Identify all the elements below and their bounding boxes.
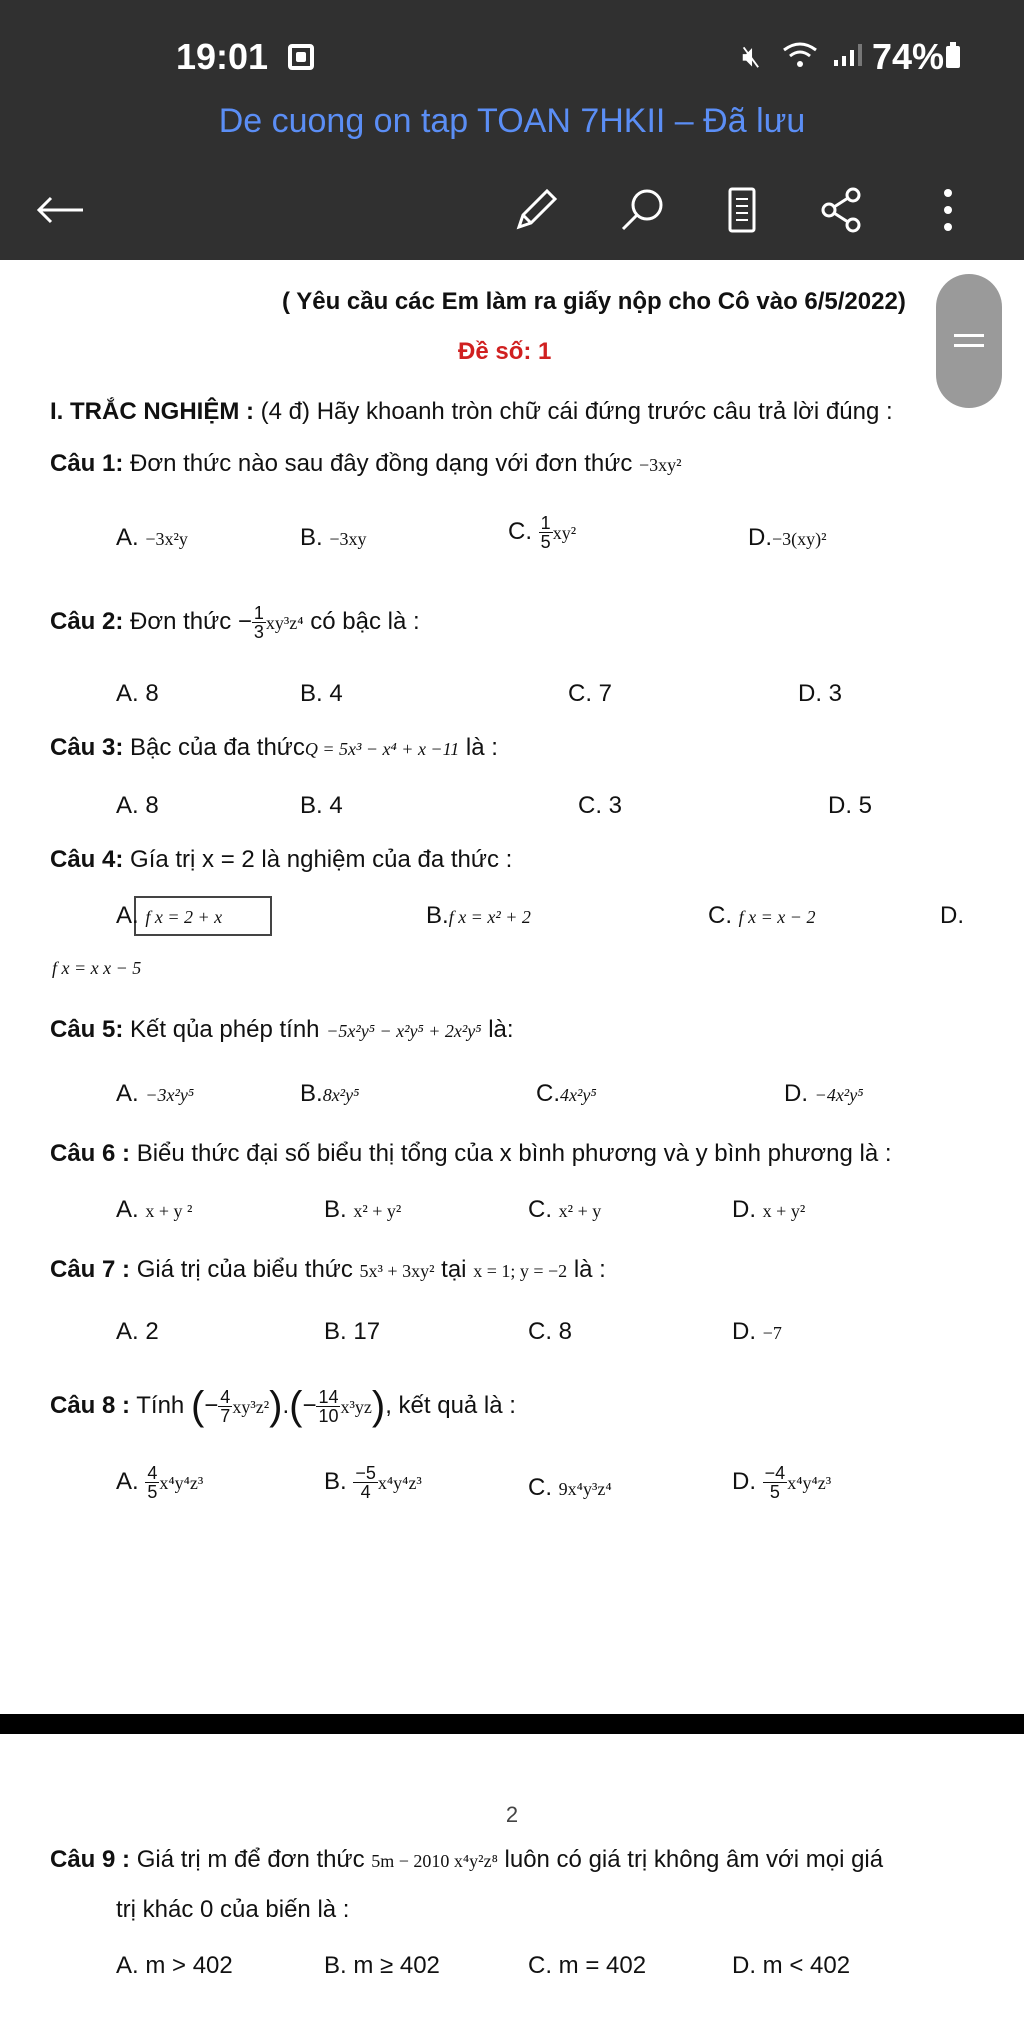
question-1: Câu 1: Đơn thức nào sau đây đồng dạng với đơn thức −3xy²: [50, 450, 682, 477]
q1-option-b[interactable]: B. −3xy: [300, 524, 367, 551]
more-vert-icon: [938, 185, 958, 235]
q3-option-c[interactable]: C. 3: [578, 792, 623, 819]
battery-icon: [946, 46, 960, 68]
q3-option-b[interactable]: B. 4: [300, 792, 343, 819]
q9-option-b[interactable]: B. m ≥ 402: [324, 1952, 440, 1979]
document-title: De cuong on tap TOAN 7HKII – Đã lưu: [218, 102, 806, 140]
question-4: Câu 4: Gía trị x = 2 là nghiệm của đa thức :: [50, 846, 513, 873]
q6-option-d[interactable]: D. x + y²: [732, 1196, 806, 1223]
q6-option-c[interactable]: C. x² + y: [528, 1196, 602, 1223]
exam-number: Đề số: 1: [458, 338, 552, 365]
page-number: 2: [505, 1802, 519, 1827]
status-bar: [0, 0, 1024, 100]
question-2: Câu 2: Đơn thức − $\frac{1}{3}$ xy³z⁴ có bậc là :: [50, 603, 420, 642]
q2-option-c[interactable]: C. 7: [568, 680, 613, 707]
q7-option-c[interactable]: C. 8: [528, 1318, 573, 1345]
q4-option-d-expr[interactable]: f x = x x − 5: [52, 958, 142, 978]
q7-option-b[interactable]: B. 17: [324, 1318, 381, 1345]
notification-icon: [288, 44, 314, 70]
fast-scroll-handle[interactable]: [936, 274, 1002, 408]
q8-option-d[interactable]: D. $\frac{-4}{5}$ x⁴y⁴z³: [732, 1463, 832, 1502]
more-options-button[interactable]: [918, 180, 978, 240]
q5-option-d[interactable]: D. −4x²y⁵: [784, 1080, 864, 1107]
q4-option-b[interactable]: B.f x = x² + 2: [426, 902, 531, 929]
q2-option-a[interactable]: A. 8: [116, 680, 159, 707]
q2-option-b[interactable]: B. 4: [300, 680, 343, 707]
wifi-icon: [782, 40, 818, 70]
q2-option-d[interactable]: D. 3: [798, 680, 843, 707]
q5-option-c[interactable]: C.4x²y⁵: [536, 1080, 597, 1107]
q4-option-d[interactable]: D.: [940, 902, 964, 929]
question-3: Câu 3: Bậc của đa thứcQ = 5x³ − x⁴ + x −11 là :: [50, 734, 498, 761]
question-8: Câu 8 : Tính (− $\frac{4}{7}$ xy³z²).(− $\frac{14}{10}$ x³yz), kết quả là :: [50, 1384, 516, 1428]
question-5: Câu 5: Kết qủa phép tính −5x²y⁵ − x²y⁵ + 2x²y⁵ là:: [50, 1016, 514, 1043]
q8-option-c[interactable]: C. 9x⁴y³z⁴: [528, 1474, 612, 1501]
q8-option-b[interactable]: B. $\frac{-5}{4}$ x⁴y⁴z³: [324, 1463, 422, 1502]
q6-option-b[interactable]: B. x² + y²: [324, 1196, 402, 1223]
q4-option-c[interactable]: C. f x = x − 2: [708, 902, 816, 929]
q4-option-a[interactable]: A. f x = 2 + x: [116, 902, 223, 929]
question-6: Câu 6 : Biểu thức đại số biểu thị tổng của x bình phương và y bình phương là :: [50, 1140, 892, 1167]
mute-icon: 🔇︎: [742, 40, 761, 73]
q7-option-a[interactable]: A. 2: [116, 1318, 159, 1345]
q5-option-b[interactable]: B.8x²y⁵: [300, 1080, 360, 1107]
clock: 19:01: [176, 36, 269, 77]
pencil-icon: [511, 185, 561, 235]
reader-mode-icon: [722, 185, 762, 235]
q3-option-d[interactable]: D. 5: [828, 792, 873, 819]
question-9: Câu 9 : Giá trị m để đơn thức 5m − 2010 x⁴y²z⁸ luôn có giá trị không âm với mọi giá: [50, 1846, 884, 1873]
app-header: [0, 100, 1024, 260]
q1-option-d[interactable]: D.−3(xy)²: [748, 524, 827, 551]
q8-option-a[interactable]: A. $\frac{4}{5}$ x⁴y⁴z³: [116, 1463, 204, 1502]
q7-option-d[interactable]: D. −7: [732, 1318, 782, 1345]
edit-button[interactable]: [506, 180, 566, 240]
q9-option-c[interactable]: C. m = 402: [528, 1952, 647, 1979]
page-separator: [0, 1714, 1024, 1734]
q1-option-a[interactable]: A. −3x²y: [116, 524, 188, 551]
battery-level: 74%: [872, 36, 945, 77]
q1-option-c[interactable]: C. $\frac{1}{5}$ xy²: [508, 513, 577, 552]
share-button[interactable]: [812, 180, 872, 240]
section-heading: I. TRẮC NGHIỆM : (4 đ) Hãy khoanh tròn chữ cái đứng trước câu trả lời đúng :: [50, 398, 893, 425]
q9-option-a[interactable]: A. m > 402: [116, 1952, 233, 1979]
back-button[interactable]: [30, 180, 90, 240]
search-button[interactable]: [612, 180, 672, 240]
question-7: Câu 7 : Giá trị của biểu thức 5x³ + 3xy² tại x = 1; y = −2 là :: [50, 1256, 606, 1283]
instruction-note: ( Yêu cầu các Em làm ra giấy nộp cho Cô vào 6/5/2022): [282, 288, 906, 315]
back-arrow-icon: [35, 195, 85, 225]
reader-mode-button[interactable]: [712, 180, 772, 240]
share-icon: [817, 185, 867, 235]
question-9-line2: trị khác 0 của biến là :: [116, 1896, 350, 1923]
q9-option-d[interactable]: D. m < 402: [732, 1952, 851, 1979]
q3-option-a[interactable]: A. 8: [116, 792, 159, 819]
signal-icon: [832, 44, 866, 68]
q6-option-a[interactable]: A. x + y ²: [116, 1196, 193, 1223]
search-icon: [617, 185, 667, 235]
q5-option-a[interactable]: A. −3x²y⁵: [116, 1080, 195, 1107]
